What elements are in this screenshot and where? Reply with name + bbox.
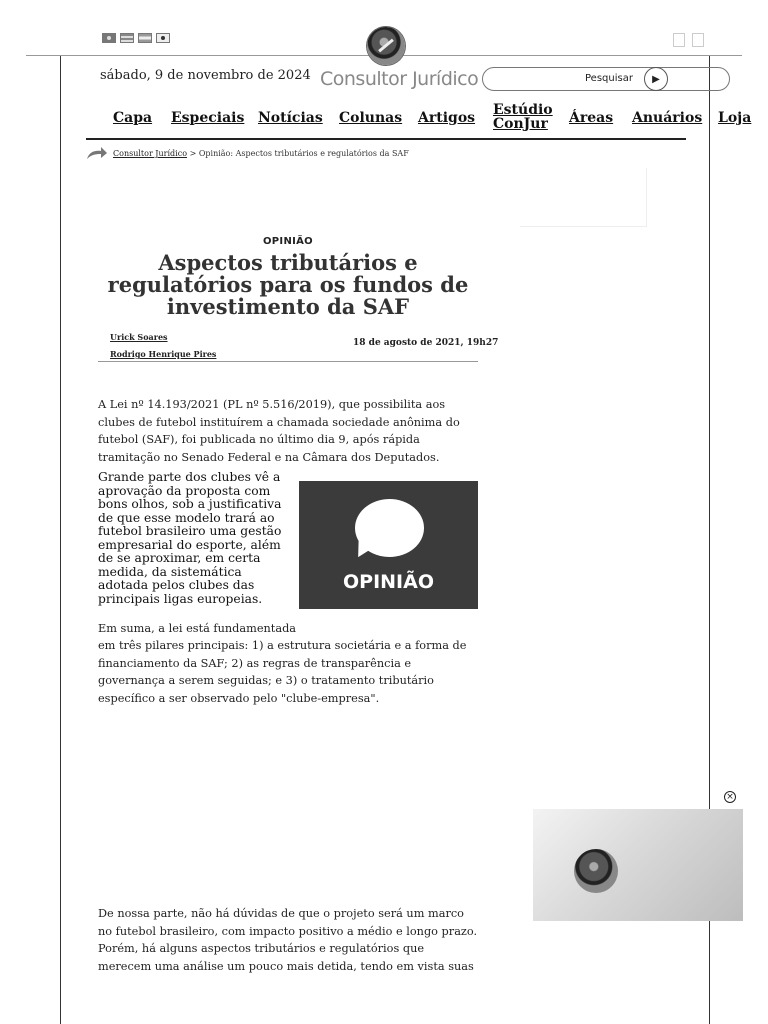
main-nav <box>86 102 752 140</box>
author-link[interactable]: Rodrigo Henrique Pires <box>110 349 217 359</box>
breadcrumb-home-link[interactable]: Consultor Jurídico <box>113 149 188 158</box>
play-icon: ▶ <box>652 73 660 85</box>
search-button[interactable] <box>644 67 668 91</box>
article-paragraph: A Lei nº 14.193/2021 (PL nº 5.516/2019), que possibilita aos clubes de futebol instituírem a chamada sociedade anônima do futebol (SAF), foi publicada no último dia 9, após rápida tramitação no Senado Federal e na Câmara dos Deputados. <box>98 398 460 464</box>
nav-areas[interactable]: Áreas <box>569 110 614 126</box>
nav-noticias[interactable]: Notícias <box>258 110 323 126</box>
nav-estudio-conjur[interactable]: Estúdio ConJur <box>493 102 553 132</box>
opinion-image-label: OPINIÃO <box>343 571 434 593</box>
ar-flag-icon[interactable] <box>138 33 152 43</box>
ad-placeholder <box>520 168 647 227</box>
article-title: Aspectos tributários e regulatórios para os fundos de investimento da SAF <box>107 250 469 319</box>
br-flag-icon[interactable] <box>102 33 116 43</box>
breadcrumb: Consultor Jurídico > Opinião: Aspectos tributários e regulatórios da SAF <box>113 149 409 158</box>
social-icon[interactable] <box>673 33 685 47</box>
nav-anuarios[interactable]: Anuários <box>632 110 703 126</box>
page-left-border <box>60 56 61 1024</box>
author-link[interactable]: Urick Soares <box>110 332 168 342</box>
breadcrumb-current: Opinião: Aspectos tributários e regulatórios da SAF <box>198 149 409 158</box>
opinion-image <box>299 481 478 609</box>
search-input[interactable]: Pesquisar <box>585 73 633 84</box>
byline-divider <box>98 361 478 362</box>
nav-loja[interactable]: Loja <box>718 110 752 126</box>
video-logo-icon <box>574 849 618 893</box>
close-icon: × <box>726 792 734 802</box>
article-paragraph: Grande parte dos clubes vê a aprovação da proposta com bons olhos, sob a justificativa de que esse modelo trará ao futebol brasileiro uma gestão empresarial do esporte, além de se aproximar, em certa medida, da sistemática adotada pelos clubes das principais ligas europeias. <box>98 470 282 606</box>
nav-artigos[interactable]: Artigos <box>418 110 476 126</box>
site-brand[interactable]: Consultor Jurídico <box>320 68 479 90</box>
publish-date: 18 de agosto de 2021, 19h27 <box>353 338 499 348</box>
conjur-logo-icon[interactable] <box>367 27 405 65</box>
language-selector <box>102 33 170 43</box>
nav-especiais[interactable]: Especiais <box>171 110 245 126</box>
breadcrumb-arrow-icon <box>86 146 108 160</box>
social-icon[interactable] <box>692 33 704 47</box>
article-paragraph: De nossa parte, não há dúvidas de que o projeto será um marco no futebol brasileiro, com impacto positivo a médio e longo prazo. Porém, há alguns aspectos tributários e regulatórios que merecem uma análise um pouco mais detida, tendo em vista suas <box>98 907 478 973</box>
nav-colunas[interactable]: Colunas <box>339 110 403 126</box>
article-paragraph: em três pilares principais: 1) a estrutura societária e a forma de financiamento da SAF; 2) as regras de transparência e governança a serem seguidas; e 3) o tratamento tributário específico a ser observado pelo "clube-empresa". <box>98 639 467 705</box>
us-flag-icon[interactable] <box>120 33 134 43</box>
current-date: sábado, 9 de novembro de 2024 <box>100 68 311 83</box>
floating-video-player[interactable] <box>533 809 743 921</box>
article-kicker[interactable]: OPINIÃO <box>263 236 313 247</box>
close-video-button[interactable] <box>724 791 736 803</box>
jp-flag-icon[interactable] <box>156 33 170 43</box>
nav-capa[interactable]: Capa <box>113 110 153 126</box>
article-paragraph: Em suma, a lei está fundamentada <box>98 622 297 635</box>
search-box[interactable] <box>482 67 730 91</box>
